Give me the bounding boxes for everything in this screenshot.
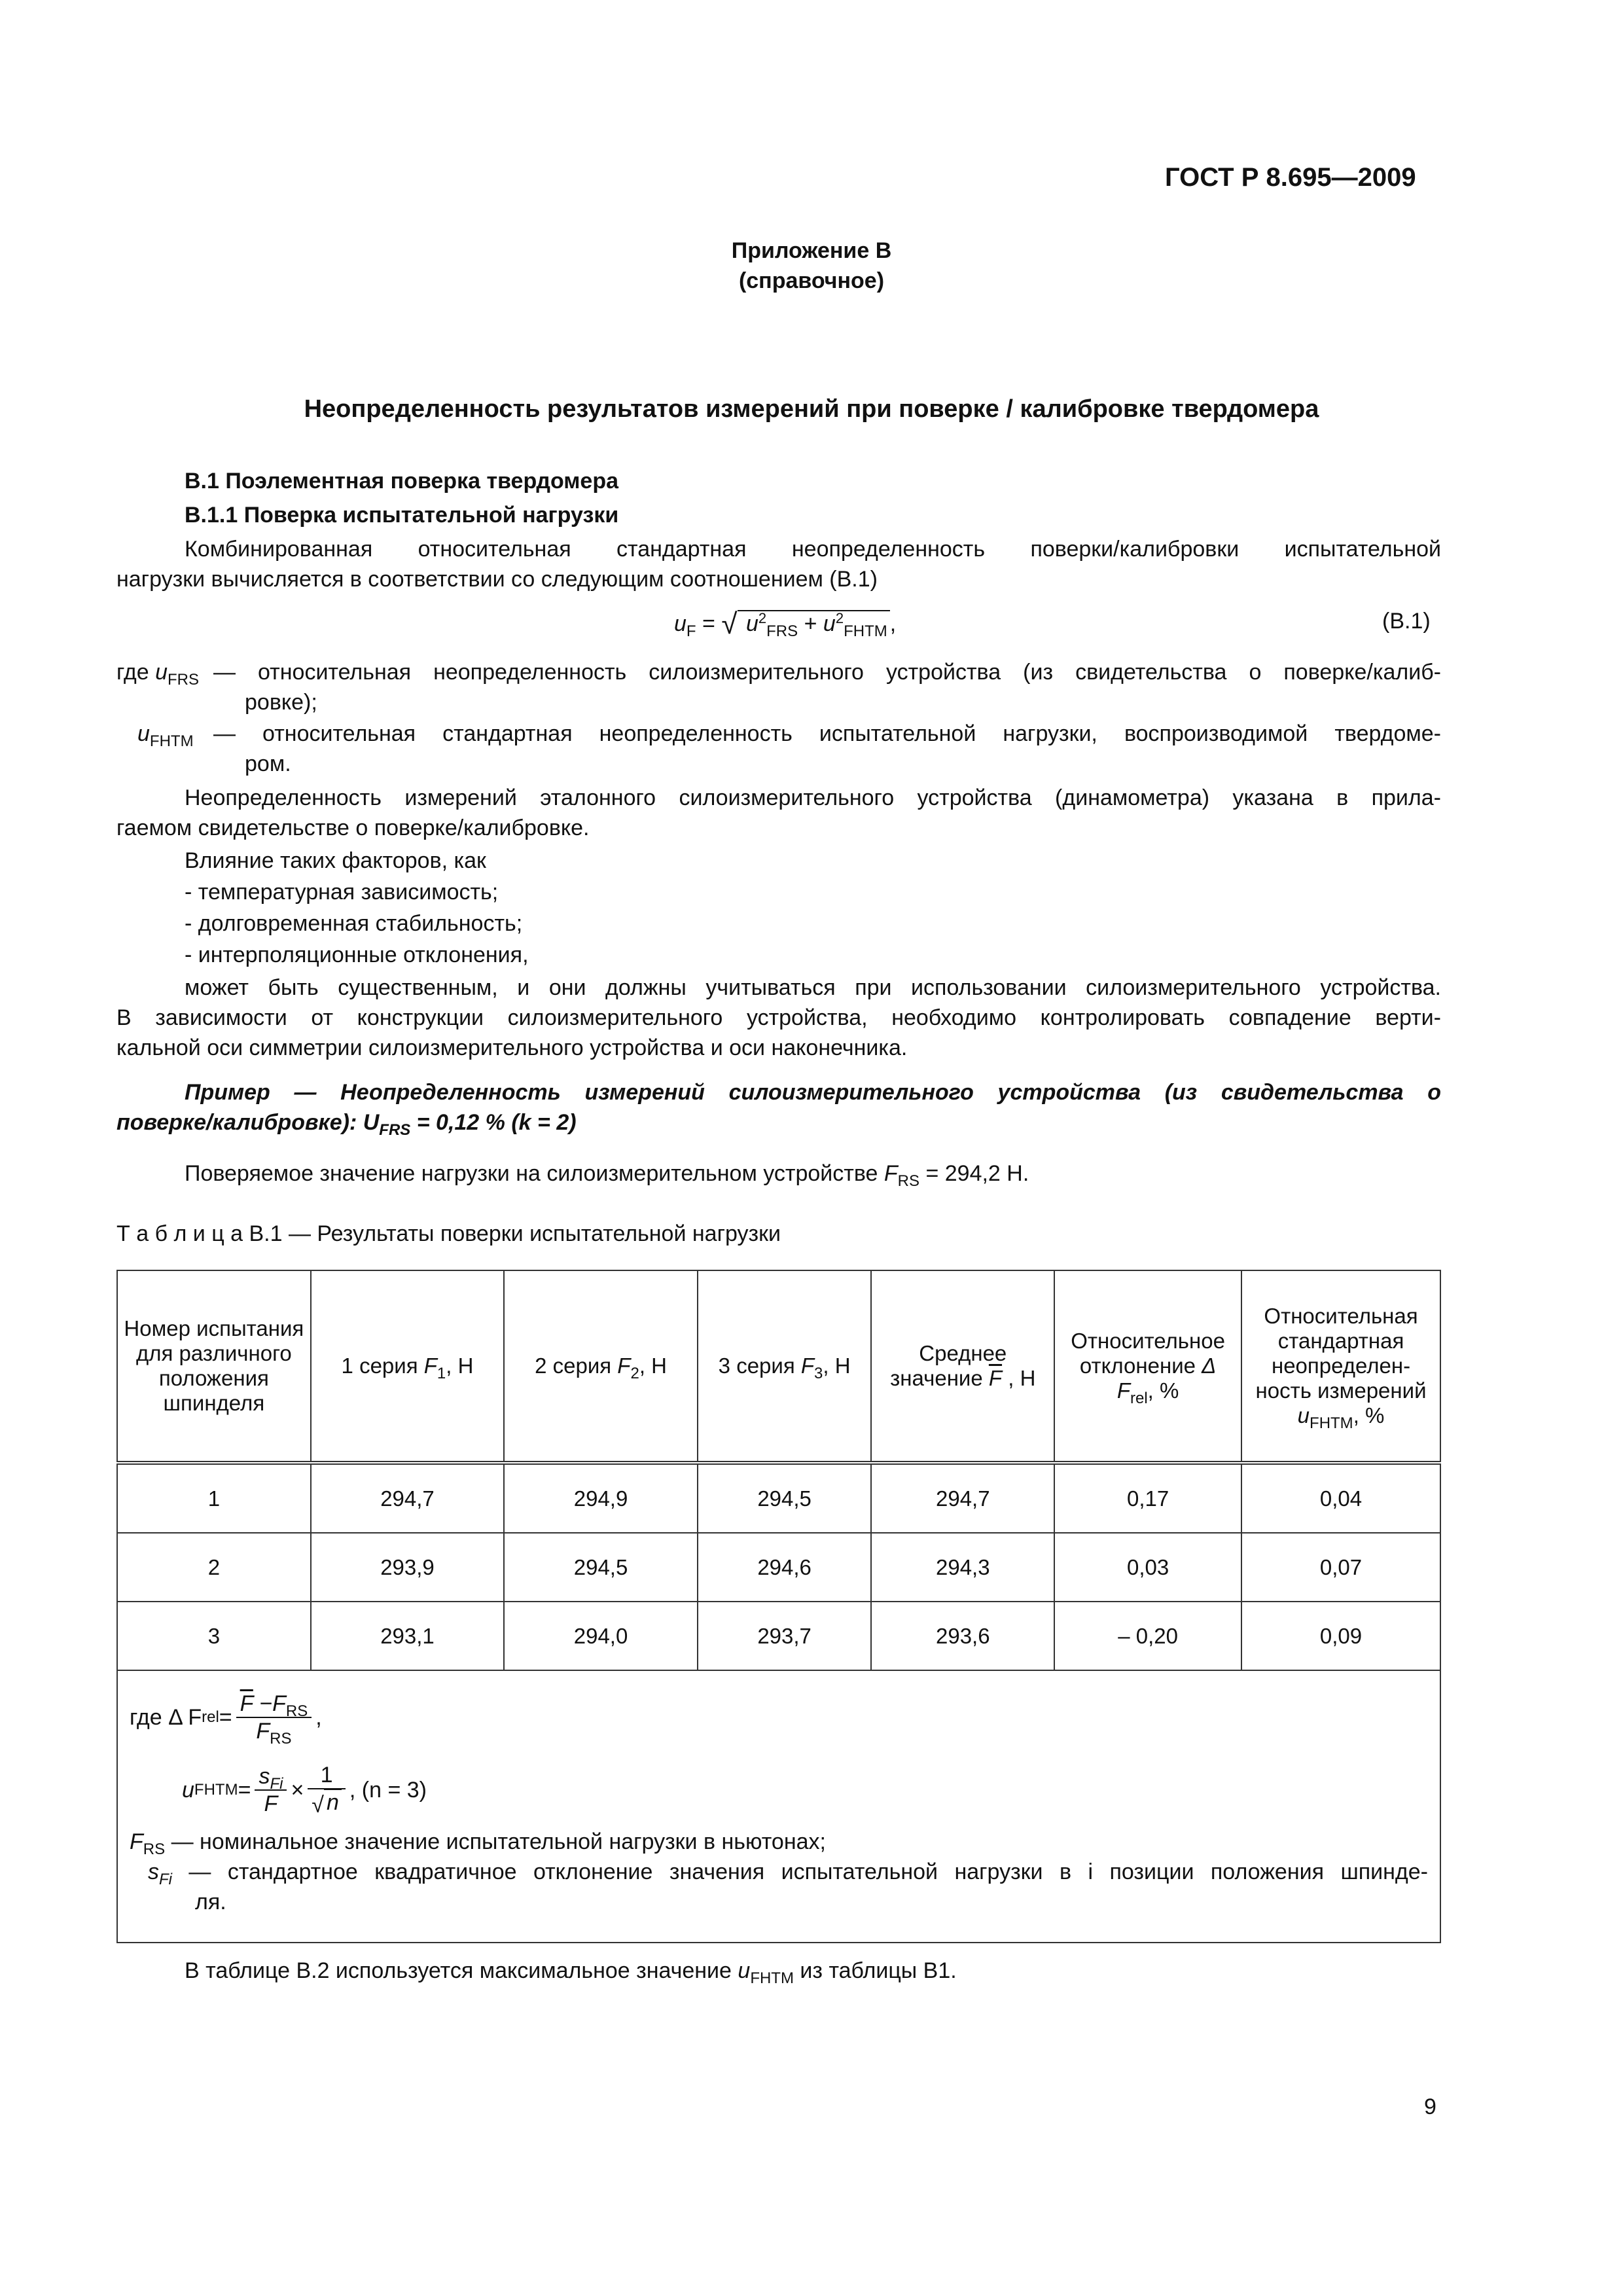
document-id: ГОСТ Р 8.695—2009 xyxy=(1165,163,1416,192)
paragraph-4-line-2: В зависимости от конструкции силоизмерительного устройства, необходимо контролировать совпадение верти- xyxy=(116,1005,1441,1030)
where-urfs-text-2: ровке); xyxy=(245,690,317,715)
paragraph-4-line-3: кальной оси симметрии силоизмерительного устройства и оси наконечника. xyxy=(116,1035,908,1060)
where-urfs: где $u_{FRS}$ xyxy=(116,660,199,689)
note-formula-delta: где Δ F rel = $\frac{\overline{F} -F_{RS}}{F_{RS}}$ , xyxy=(130,1691,322,1748)
paragraph-1-line-1: Комбинированная относительная стандартная неопределенность поверки/калибровки испытательной xyxy=(185,537,1441,562)
table-cell: 294,7 xyxy=(311,1463,505,1533)
table-cell: 293,1 xyxy=(311,1602,505,1670)
table-cell: 294,9 xyxy=(504,1463,698,1533)
where-ufhtm: $u_{FHTM}$ xyxy=(137,721,194,750)
table-header-cell: 2 серия $F_2$, Н xyxy=(504,1270,698,1463)
fraction: $\frac{1}{√ n}$ xyxy=(308,1762,346,1818)
table-cell: 0,09 xyxy=(1241,1602,1440,1670)
table-cell: – 0,20 xyxy=(1054,1602,1241,1670)
main-title: Неопределенность результатов измерений при поверке / калибровке твердомера xyxy=(304,395,1319,423)
table-cell: 294,5 xyxy=(504,1533,698,1602)
table-header-cell: Среднее значение $\overline{F}$ , Н xyxy=(871,1270,1054,1463)
appendix-title: Приложение В xyxy=(731,238,892,263)
fraction: $\frac{s_{Fi}}{F}$ xyxy=(255,1763,287,1817)
table-header-row xyxy=(117,1270,1440,1463)
table-cell: 294,5 xyxy=(698,1463,872,1533)
appendix-subtitle: (справочное) xyxy=(738,268,885,293)
table-cell: 0,03 xyxy=(1054,1533,1241,1602)
list-item: - интерполяционные отклонения, xyxy=(185,942,529,967)
fraction: $\frac{\overline{F} -F_{RS}}{F_{RS}}$ xyxy=(236,1691,312,1744)
note-def-frs: $F_{RS}$ — номинальное значение испытательной нагрузки в ньютонах; xyxy=(130,1829,826,1858)
table-caption: Т а б л и ц а В.1 — Результаты поверки испытательной нагрузки xyxy=(116,1221,781,1246)
example-line-1: Пример — Неопределенность измерений силоизмерительного устройства (из свидетельства о xyxy=(185,1080,1441,1105)
formula-number: (В.1) xyxy=(1382,609,1431,634)
table-header-cell: 3 серия $F_3$, Н xyxy=(698,1270,872,1463)
table-cell: 1 xyxy=(117,1463,311,1533)
table-note-row xyxy=(117,1670,1440,1943)
after-table-text: В таблице В.2 используется максимальное значение $u_{FHTM}$ из таблицы В1. xyxy=(185,1958,957,1987)
table-cell: 294,0 xyxy=(504,1602,698,1670)
formula-eq: = xyxy=(702,611,715,636)
paragraph-2-line-2: гаемом свидетельстве о поверке/калибровке. xyxy=(116,816,590,840)
paragraph-4-line-1: может быть существенным, и они должны учитываться при использовании силоизмерительного устройства. xyxy=(185,975,1441,1000)
sqrt-icon: √ xyxy=(312,1793,324,1818)
page-number: 9 xyxy=(1424,2094,1436,2119)
table-cell: 294,7 xyxy=(871,1463,1054,1533)
table-row xyxy=(117,1602,1440,1670)
table-cell: 2 xyxy=(117,1533,311,1602)
table-header-cell: Относительная стандартная неопределен-ность измерений $u_{FHTM}$, % xyxy=(1241,1270,1440,1463)
table-cell: 0,07 xyxy=(1241,1533,1440,1602)
table-row xyxy=(117,1533,1440,1602)
table-cell: 293,6 xyxy=(871,1602,1054,1670)
table-header-cell: Относительное отклонение Δ $F_{rel}$, % xyxy=(1054,1270,1241,1463)
table-cell: 293,9 xyxy=(311,1533,505,1602)
formula-b1: $u_F$ = √ $u^2_{FRS} + u^2_{FHTM}$ , xyxy=(674,608,897,640)
table-cell: 294,3 xyxy=(871,1533,1054,1602)
note-def-sfi: $s_{Fi}$ — стандартное квадратичное отклонение значения испытательной нагрузки в i позиции положения шпинде- xyxy=(148,1859,1428,1888)
section-b11-heading: В.1.1 Поверка испытательной нагрузки xyxy=(185,503,619,528)
paragraph-2-line-1: Неопределенность измерений эталонного силоизмерительного устройства (динамометра) указана в прила- xyxy=(185,785,1441,810)
table-cell: 294,6 xyxy=(698,1533,872,1602)
table-note xyxy=(117,1670,1440,1943)
paragraph-1-line-2: нагрузки вычисляется в соответствии со следующим соотношением (В.1) xyxy=(116,567,878,592)
table-cell: 293,7 xyxy=(698,1602,872,1670)
results-table xyxy=(116,1270,1441,1943)
where-ufhtm-text-1: — относительная стандартная неопределенность испытательной нагрузки, воспроизводимой твердоме- xyxy=(213,721,1441,746)
paragraph-3: Влияние таких факторов, как xyxy=(185,848,486,873)
where-urfs-text-1: — относительная неопределенность силоизмерительного устройства (из свидетельства о поверке/калиб- xyxy=(213,660,1441,685)
note-formula-ufhtm: u FHTM = $\frac{s_{Fi}}{F}$ × $\frac{1}{√ n}$ , (n = 3) xyxy=(182,1763,427,1818)
formula-lhs: u xyxy=(674,611,687,636)
table-cell: 0,17 xyxy=(1054,1463,1241,1533)
section-b1-heading: В.1 Поэлементная поверка твердомера xyxy=(185,469,619,493)
table-header-cell: 1 серия $F_1$, Н xyxy=(311,1270,505,1463)
table-header-cell: Номер испытания для различного положения шпинделя xyxy=(117,1270,311,1463)
table-cell: 0,04 xyxy=(1241,1463,1440,1533)
list-item: - долговременная стабильность; xyxy=(185,911,523,936)
sqrt-icon: √ xyxy=(721,608,738,640)
list-item: - температурная зависимость; xyxy=(185,880,499,905)
where-ufhtm-text-2: ром. xyxy=(245,751,291,776)
table-cell: 3 xyxy=(117,1602,311,1670)
table-row xyxy=(117,1463,1440,1533)
note-def-sfi-cont: ля. xyxy=(195,1890,226,1914)
example-line-2: поверке/калибровке): $U_{FRS} = 0,12$ % (k = 2) xyxy=(116,1110,577,1139)
load-value-line: Поверяемое значение нагрузки на силоизмерительном устройстве $F_{RS} = 294,2$ Н. xyxy=(185,1161,1029,1190)
